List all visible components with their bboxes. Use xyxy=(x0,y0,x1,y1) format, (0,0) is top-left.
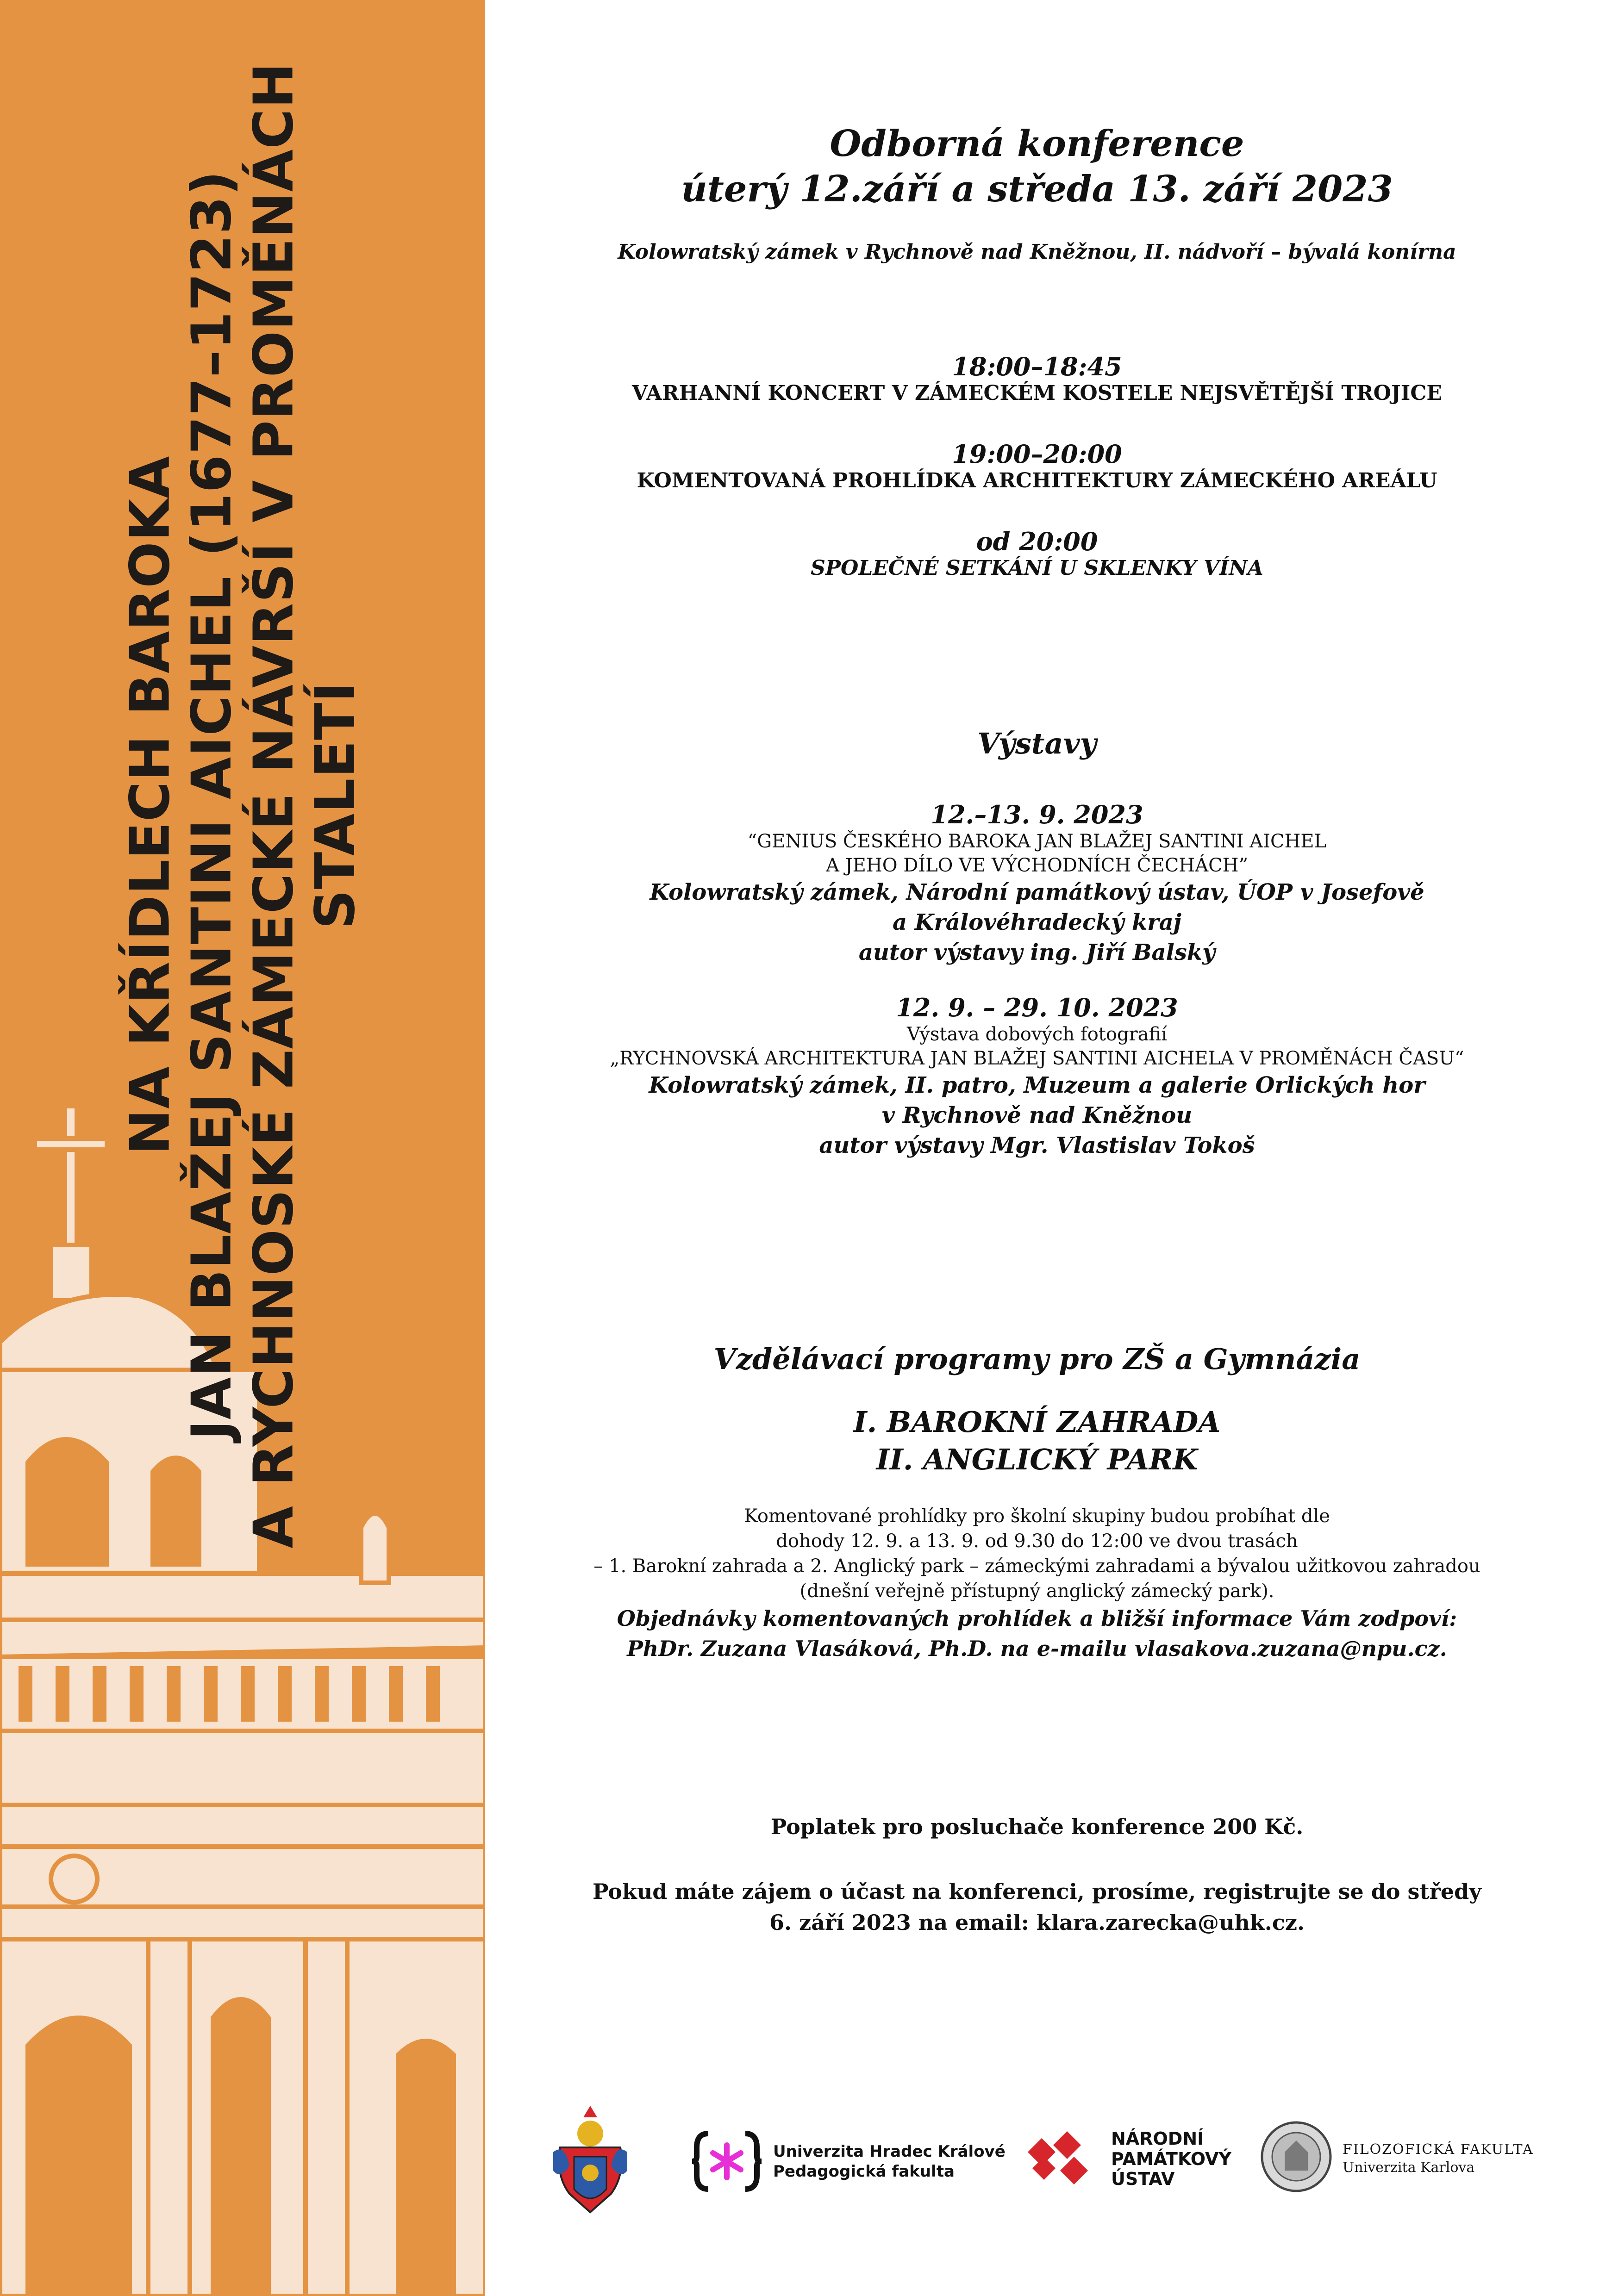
exhibitions-section xyxy=(523,727,1551,1161)
ffuk-university: Univerzita Karlova xyxy=(1343,2159,1475,2176)
education-contact xyxy=(523,1604,1551,1663)
exhibition-item xyxy=(523,800,1551,967)
program-time: od 20:00 xyxy=(976,527,1098,556)
title-line-1: NA KŘÍDLECH BAROKA xyxy=(118,455,182,1155)
uhk-logo xyxy=(690,2129,1006,2194)
education-body-line: Komentované prohlídky pro školní skupiny budou probíhat dle xyxy=(744,1506,1330,1527)
ffuk-name: FILOZOFICKÁ FAKULTA xyxy=(1343,2141,1534,2158)
npu-line: PAMÁTKOVÝ xyxy=(1111,2148,1231,2169)
logos-footer xyxy=(523,2101,1551,2221)
education-body-line: (dnešní veřejně přístupný anglický zámecký park). xyxy=(800,1580,1274,1602)
conference-header xyxy=(523,121,1551,264)
conference-heading: Odborná konference xyxy=(830,123,1244,165)
program-item xyxy=(523,527,1551,580)
registration-text xyxy=(523,1876,1551,1938)
npu-logo xyxy=(1018,2124,1250,2198)
exhibition-info-line: Kolowratský zámek, Národní památkový ústav, ÚOP v Josefově xyxy=(650,879,1424,905)
exhibition-date: 12. 9. – 29. 10. 2023 xyxy=(896,993,1178,1023)
program-title: VARHANNÍ KONCERT V ZÁMECKÉM KOSTELE NEJSVĚTĚJŠÍ TROJICE xyxy=(632,381,1442,405)
exhibition-title-line: Výstava dobových fotografií xyxy=(906,1024,1167,1045)
program-title: SPOLEČNÉ SETKÁNÍ U SKLENKY VÍNA xyxy=(811,556,1263,580)
exhibition-date: 12.–13. 9. 2023 xyxy=(931,800,1143,829)
program-title: KOMENTOVANÁ PROHLÍDKA ARCHITEKTURY ZÁMECKÉHO AREÁLU xyxy=(637,469,1437,492)
exhibition-title-line: “GENIUS ČESKÉHO BAROKA JAN BLAŽEJ SANTINI AICHEL xyxy=(747,831,1327,852)
program-time: 19:00–20:00 xyxy=(952,439,1122,469)
npu-line: ÚSTAV xyxy=(1111,2169,1175,2190)
program-list xyxy=(523,352,1551,580)
registration-line: Pokud máte zájem o účast na konferenci, prosíme, registrujte se do středy xyxy=(592,1879,1482,1904)
conference-venue: Kolowratský zámek v Rychnově nad Kněžnou, II. nádvoří – bývalá konírna xyxy=(618,240,1456,264)
education-contact-line: Objednávky komentovaných prohlídek a bližší informace Vám zodpoví: xyxy=(617,1606,1457,1631)
education-body xyxy=(523,1504,1551,1604)
sidebar-banner xyxy=(0,0,485,2296)
exhibition-title-line: A JEHO DÍLO VE VÝCHODNÍCH ČECHÁCH” xyxy=(825,855,1249,876)
program-time: 18:00–18:45 xyxy=(952,352,1122,381)
uhk-faculty: Pedagogická fakulta xyxy=(773,2162,955,2181)
exhibition-item xyxy=(523,993,1551,1160)
program-item xyxy=(523,352,1551,405)
ffuk-logo xyxy=(1259,2120,1555,2198)
npu-mark-icon xyxy=(1018,2124,1102,2194)
fee-section xyxy=(523,1814,1551,1938)
program-item xyxy=(523,439,1551,492)
title-line-3: A RYCHNOSKÉ ZÁMECKÉ NÁVRŠÍ V PROMĚNÁCH STALETÍ xyxy=(241,62,367,1549)
npu-line: NÁRODNÍ xyxy=(1111,2128,1204,2149)
exhibition-info-line: Kolowratský zámek, II. patro, Muzeum a galerie Orlických hor xyxy=(649,1072,1425,1099)
fee-text: Poplatek pro posluchače konference 200 Kč. xyxy=(770,1814,1304,1839)
uhk-brace-icon xyxy=(690,2129,764,2194)
education-program: I. BAROKNÍ ZAHRADA xyxy=(853,1405,1221,1439)
exhibition-title-line: „RYCHNOVSKÁ ARCHITEKTURA JAN BLAŽEJ SANTINI AICHELA V PROMĚNÁCH ČASU“ xyxy=(610,1048,1464,1070)
education-heading: Vzdělávací programy pro ZŠ a Gymnázia xyxy=(713,1342,1361,1376)
exhibition-info-line: autor výstavy Mgr. Vlastislav Tokoš xyxy=(819,1132,1255,1158)
education-section xyxy=(523,1342,1551,1663)
exhibition-info-line: autor výstavy ing. Jiří Balský xyxy=(858,939,1216,965)
education-contact-line: PhDr. Zuzana Vlasáková, Ph.D. na e-mailu vlasakova.zuzana@npu.cz. xyxy=(627,1636,1447,1661)
uhk-name: Univerzita Hradec Králové xyxy=(773,2142,1006,2161)
coat-of-arms-logo xyxy=(551,2101,630,2217)
conference-dates: úterý 12.září a středa 13. září 2023 xyxy=(681,168,1393,210)
education-body-line: dohody 12. 9. a 13. 9. od 9.30 do 12:00 ve dvou trasách xyxy=(776,1531,1298,1552)
exhibition-info-line: a Královéhradecký kraj xyxy=(892,909,1182,935)
exhibitions-heading: Výstavy xyxy=(977,727,1097,760)
education-body-line: – 1. Barokní zahrada a 2. Anglický park – zámeckými zahradami a bývalou užitkovou zahradou xyxy=(593,1556,1480,1577)
education-program: II. ANGLICKÝ PARK xyxy=(876,1442,1198,1476)
title-line-2: JAN BLAŽEJ SANTINI AICHEL (1677–1723) xyxy=(179,170,244,1441)
ffuk-seal-icon xyxy=(1259,2120,1333,2194)
vertical-title xyxy=(119,42,366,1569)
exhibition-info-line: v Rychnově nad Kněžnou xyxy=(881,1102,1193,1129)
registration-line: 6. září 2023 na email: klara.zarecka@uhk.cz. xyxy=(769,1910,1305,1935)
